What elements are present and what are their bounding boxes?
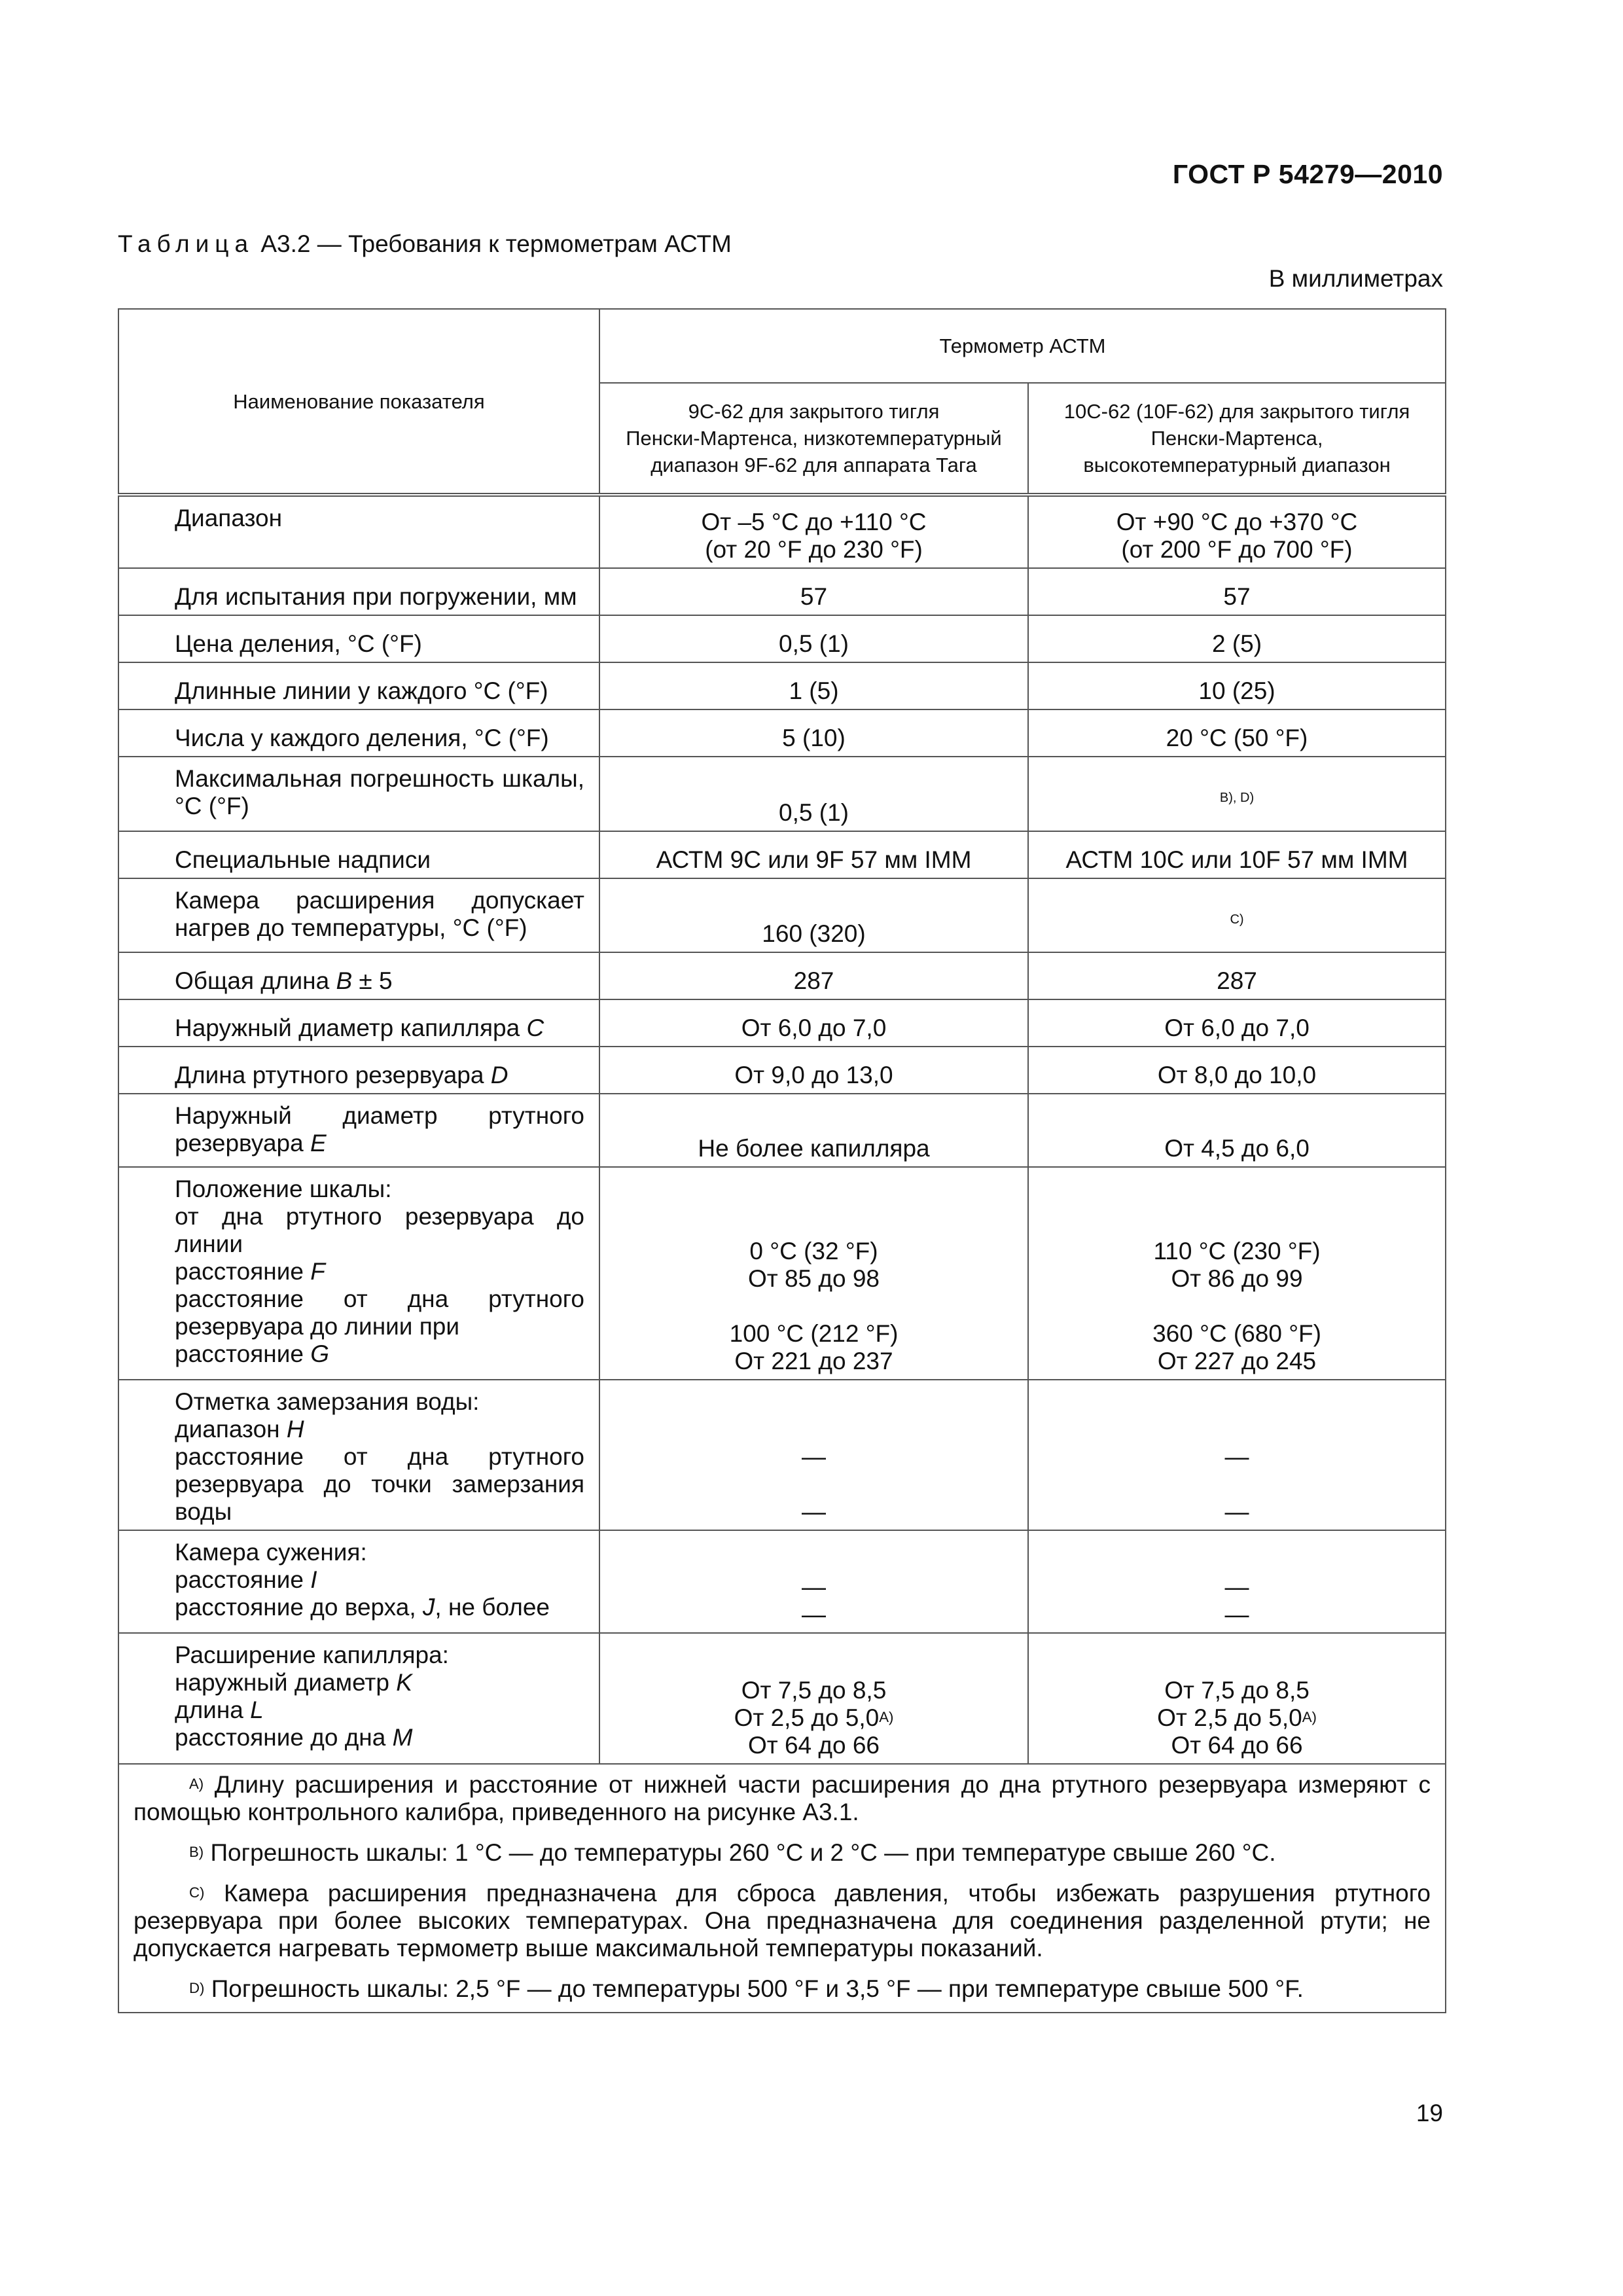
header-col-10c62: 10С-62 (10F-62) для закрытого тигля Пенски-Мартенса, высокотемпературный диапазон [1028,383,1446,495]
cell: От 8,0 до 10,0 [1028,1047,1446,1094]
header-indicator-name: Наименование показателя [118,309,599,495]
cell: 57 [599,568,1028,615]
header-col-9c62: 9С-62 для закрытого тигля Пенски-Мартенса, низкотемпературный диапазон 9F-62 для аппарата Тага [599,383,1028,495]
cell: 20 °С (50 °F) [1028,709,1446,757]
requirements-table [118,308,1446,2013]
table-row [118,999,1446,1047]
row-label-cap-expansion: Расширение капилляра: наружный диаметр K длина L расстояние до дна М [118,1633,599,1764]
cell: 160 (320) [599,878,1028,952]
note-d: $^{D)}$ Погрешность шкалы: 2,5 °F — до температуры 500 °F и 3,5 °F — при температуре свыше 500 °F. [189,1975,1304,2002]
row-label-long-lines: Длинные линии у каждого °С (°F) [118,662,599,709]
table-row [118,1047,1446,1094]
table-row [118,1633,1446,1764]
cell: С) [1028,878,1446,952]
cell: 1 (5) [599,662,1028,709]
cell: АСТМ 9С или 9F 57 мм IMM [599,831,1028,878]
cell: 0,5 (1) [599,615,1028,662]
header-thermometer-group: Термометр АСТМ [599,309,1446,383]
cell: 57 [1028,568,1446,615]
row-label-freezing: Отметка замерзания воды: диапазон Н расстояние от дна ртутного резервуара до точки замерзания воды [118,1380,599,1530]
table-row [118,878,1446,952]
cell: АСТМ 10С или 10F 57 мм IMM [1028,831,1446,878]
cell: — — [1028,1530,1446,1633]
row-label-division: Цена деления, °С (°F) [118,615,599,662]
table-row [118,568,1446,615]
table-row [118,1380,1446,1530]
table-row [118,615,1446,662]
cell: От 6,0 до 7,0 [599,999,1028,1047]
row-label-numbers: Числа у каждого деления, °С (°F) [118,709,599,757]
table-row [118,1094,1446,1167]
note-b: $^{В)}$ Погрешность шкалы: 1 °С — до температуры 260 °С и 2 °С — при температуре свыше 260 °С. [189,1839,1276,1866]
cell: 5 (10) [599,709,1028,757]
row-label-scale-position: Положение шкалы: от дна ртутного резервуара до линии расстояние F расстояние от дна ртутного резервуара до линии при расстояние G [118,1167,599,1380]
cell: 287 [1028,952,1446,999]
cell: От +90 °С до +370 °С (от 200 °F до 700 °F) [1028,495,1446,568]
cell: 2 (5) [1028,615,1446,662]
table-row [118,757,1446,831]
row-label-bulb-diameter: Наружный диаметр ртутного резервуара Е [118,1094,599,1167]
table-row [118,662,1446,709]
table-row [118,495,1446,568]
table-row [118,709,1446,757]
cell: От 9,0 до 13,0 [599,1047,1028,1094]
table-caption-title: А3.2 — Требования к термометрам АСТМ [260,230,732,257]
cell: — — [599,1380,1028,1530]
cell: Не более капилляра [599,1094,1028,1167]
cell: От 4,5 до 6,0 [1028,1094,1446,1167]
table-caption [118,230,732,258]
row-label-max-error: Максимальная погрешность шкалы, °С (°F) [118,757,599,831]
standard-code: ГОСТ Р 54279—2010 [1172,159,1443,189]
cell: От 7,5 до 8,5 От 2,5 до $5,0^{А)}$ От 64 до 66 [599,1633,1028,1764]
cell: От –5 °С до +110 °С (от 20 °F до 230 °F) [599,495,1028,568]
table-caption-label: Таблица [118,230,255,257]
cell: В), D) [1028,757,1446,831]
row-label-inscriptions: Специальные надписи [118,831,599,878]
cell: 0,5 (1) [599,757,1028,831]
row-label-range: Диапазон [118,495,599,568]
note-a: $^{А)}$ Длину расширения и расстояние от нижней части расширения до дна ртутного резервуара измеряют с помощью контрольного калибра, приведенного на рисунке А3.1. [134,1771,1431,1825]
row-label-expansion: Камера расширения допускает нагрев до температуры, °С (°F) [118,878,599,952]
cell: 110 °С (230 °F) От 86 до 99 360 °С (680 °F) От 227 до 245 [1028,1167,1446,1380]
cell: 287 [599,952,1028,999]
row-label-cap-diameter: Наружный диаметр капилляра С [118,999,599,1047]
cell: От 6,0 до 7,0 [1028,999,1446,1047]
cell: — — [599,1530,1028,1633]
table-row [118,1167,1446,1380]
row-label-immersion: Для испытания при погружении, мм [118,568,599,615]
table-row [118,1530,1446,1633]
row-label-contraction: Камера сужения: расстояние I расстояние до верха, J, не более [118,1530,599,1633]
table-row [118,952,1446,999]
units-note: В миллиметрах [1268,265,1443,292]
cell: От 7,5 до 8,5 От 2,5 до $5,0^{А)}$ От 64 до 66 [1028,1633,1446,1764]
note-c: $^{С)}$ Камера расширения предназначена для сброса давления, чтобы избежать разрушения ртутного резервуара при более высоких температурах. Она предназначена для соединения разделенной ртути; не допускается нагревать термометр выше максимальной температуры показаний. [134,1880,1431,1962]
cell: 10 (25) [1028,662,1446,709]
table-notes [118,1764,1446,2013]
table-row [118,831,1446,878]
page-number: 19 [1416,2100,1443,2126]
row-label-bulb-length: Длина ртутного резервуара D [118,1047,599,1094]
cell: 0 °С (32 °F) От 85 до 98 100 °С (212 °F) От 221 до 237 [599,1167,1028,1380]
cell: — — [1028,1380,1446,1530]
table-notes-row [118,1764,1446,2013]
row-label-total-length: Общая длина В ± 5 [118,952,599,999]
